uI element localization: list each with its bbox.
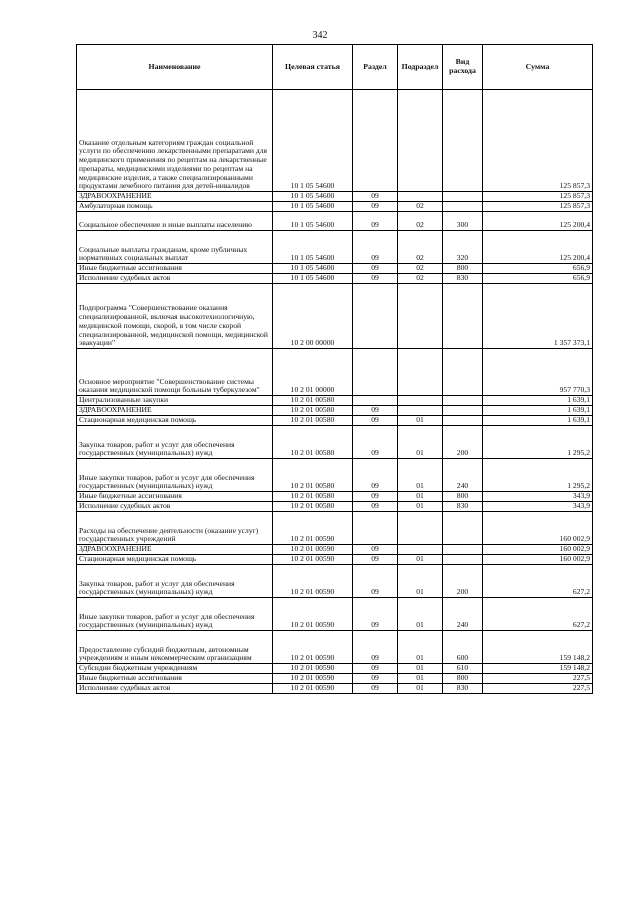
cell-subsection bbox=[398, 545, 443, 555]
cell-name: Стационарная медицинская помощь bbox=[77, 416, 273, 426]
cell-subsection bbox=[398, 90, 443, 192]
cell-name: Амбулаторная помощь bbox=[77, 202, 273, 212]
cell-target-article: 10 2 01 00590 bbox=[273, 664, 353, 674]
cell-name: Закупка товаров, работ и услуг для обеспечения государственных (муниципальных) нужд bbox=[77, 565, 273, 598]
cell-target-article: 10 2 01 00590 bbox=[273, 674, 353, 684]
cell-section: 09 bbox=[353, 274, 398, 284]
cell-section bbox=[353, 284, 398, 349]
header-expense-type: Вид расхода bbox=[443, 45, 483, 90]
table-row bbox=[77, 396, 593, 406]
cell-name: Исполнение судебных актов bbox=[77, 274, 273, 284]
cell-sum: 1 295,2 bbox=[483, 459, 593, 492]
cell-section bbox=[353, 396, 398, 406]
cell-sum: 957 770,3 bbox=[483, 349, 593, 396]
cell-expense-type bbox=[443, 284, 483, 349]
cell-subsection: 02 bbox=[398, 212, 443, 231]
cell-expense-type: 800 bbox=[443, 492, 483, 502]
cell-name: Субсидии бюджетным учреждениям bbox=[77, 664, 273, 674]
cell-section: 09 bbox=[353, 202, 398, 212]
cell-expense-type: 300 bbox=[443, 212, 483, 231]
table-row bbox=[77, 631, 593, 664]
cell-target-article: 10 1 05 54600 bbox=[273, 212, 353, 231]
cell-section: 09 bbox=[353, 502, 398, 512]
cell-sum: 125 200,4 bbox=[483, 231, 593, 264]
cell-subsection: 01 bbox=[398, 565, 443, 598]
cell-section bbox=[353, 349, 398, 396]
cell-target-article: 10 2 00 00000 bbox=[273, 284, 353, 349]
cell-subsection bbox=[398, 396, 443, 406]
cell-sum: 627,2 bbox=[483, 565, 593, 598]
table-row bbox=[77, 598, 593, 631]
cell-target-article: 10 1 05 54600 bbox=[273, 274, 353, 284]
table-row bbox=[77, 565, 593, 598]
cell-target-article: 10 2 01 00580 bbox=[273, 492, 353, 502]
cell-target-article: 10 2 01 00590 bbox=[273, 684, 353, 694]
cell-sum: 160 002,9 bbox=[483, 555, 593, 565]
cell-section: 09 bbox=[353, 459, 398, 492]
cell-expense-type: 240 bbox=[443, 459, 483, 492]
cell-expense-type: 200 bbox=[443, 565, 483, 598]
cell-subsection: 01 bbox=[398, 684, 443, 694]
table-row bbox=[77, 492, 593, 502]
header-target-article: Целевая статья bbox=[273, 45, 353, 90]
cell-subsection: 01 bbox=[398, 598, 443, 631]
cell-name: Централизованные закупки bbox=[77, 396, 273, 406]
cell-section: 09 bbox=[353, 598, 398, 631]
cell-name: Иные закупки товаров, работ и услуг для обеспечения государственных (муниципальных) нужд bbox=[77, 598, 273, 631]
cell-name: Иные закупки товаров, работ и услуг для обеспечения государственных (муниципальных) нужд bbox=[77, 459, 273, 492]
cell-subsection: 01 bbox=[398, 459, 443, 492]
table-row bbox=[77, 349, 593, 396]
cell-section: 09 bbox=[353, 545, 398, 555]
cell-name: Социальные выплаты гражданам, кроме публичных нормативных социальных выплат bbox=[77, 231, 273, 264]
cell-subsection bbox=[398, 284, 443, 349]
cell-sum: 125 857,3 bbox=[483, 192, 593, 202]
table-row bbox=[77, 90, 593, 192]
cell-expense-type bbox=[443, 396, 483, 406]
table-row bbox=[77, 212, 593, 231]
table-row bbox=[77, 674, 593, 684]
cell-expense-type: 320 bbox=[443, 231, 483, 264]
cell-subsection: 01 bbox=[398, 492, 443, 502]
header-sum: Сумма bbox=[483, 45, 593, 90]
cell-subsection: 01 bbox=[398, 664, 443, 674]
cell-sum: 160 002,9 bbox=[483, 512, 593, 545]
cell-subsection bbox=[398, 349, 443, 396]
cell-target-article: 10 2 01 00580 bbox=[273, 396, 353, 406]
cell-expense-type bbox=[443, 90, 483, 192]
cell-expense-type: 830 bbox=[443, 274, 483, 284]
cell-sum: 1 639,1 bbox=[483, 416, 593, 426]
table-row bbox=[77, 274, 593, 284]
header-section: Раздел bbox=[353, 45, 398, 90]
cell-name: Иные бюджетные ассигнования bbox=[77, 264, 273, 274]
cell-name: Исполнение судебных актов bbox=[77, 684, 273, 694]
table-row bbox=[77, 545, 593, 555]
cell-sum: 227,5 bbox=[483, 684, 593, 694]
cell-section: 09 bbox=[353, 555, 398, 565]
cell-expense-type: 200 bbox=[443, 426, 483, 459]
cell-subsection: 01 bbox=[398, 555, 443, 565]
cell-expense-type bbox=[443, 555, 483, 565]
cell-target-article: 10 1 05 54600 bbox=[273, 90, 353, 192]
cell-name: Оказание отдельным категориям граждан социальной услуги по обеспечению лекарственными препаратами для медицинского применения по рецептам на лекарственные препараты, медицинскими изделиями по рецептам на медицинские изделия, а также специализированными продуктами лечебного питания для детей-инвалидов bbox=[77, 90, 273, 192]
cell-name: Иные бюджетные ассигнования bbox=[77, 674, 273, 684]
cell-section: 09 bbox=[353, 565, 398, 598]
cell-target-article: 10 2 01 00000 bbox=[273, 349, 353, 396]
cell-section: 09 bbox=[353, 492, 398, 502]
table-row bbox=[77, 684, 593, 694]
cell-expense-type bbox=[443, 406, 483, 416]
cell-section bbox=[353, 90, 398, 192]
cell-sum: 1 639,1 bbox=[483, 396, 593, 406]
cell-name: Социальное обеспечение и иные выплаты населению bbox=[77, 212, 273, 231]
cell-section: 09 bbox=[353, 631, 398, 664]
cell-sum: 159 148,2 bbox=[483, 631, 593, 664]
cell-name: ЗДРАВООХРАНЕНИЕ bbox=[77, 406, 273, 416]
header-name: Наименование bbox=[77, 45, 273, 90]
cell-target-article: 10 2 01 00580 bbox=[273, 406, 353, 416]
cell-expense-type bbox=[443, 416, 483, 426]
cell-subsection bbox=[398, 192, 443, 202]
cell-target-article: 10 2 01 00590 bbox=[273, 598, 353, 631]
cell-expense-type: 600 bbox=[443, 631, 483, 664]
cell-expense-type: 800 bbox=[443, 264, 483, 274]
cell-expense-type: 830 bbox=[443, 502, 483, 512]
cell-expense-type bbox=[443, 202, 483, 212]
cell-section: 09 bbox=[353, 212, 398, 231]
cell-target-article: 10 1 05 54600 bbox=[273, 231, 353, 264]
cell-sum: 227,5 bbox=[483, 674, 593, 684]
cell-target-article: 10 2 01 00580 bbox=[273, 416, 353, 426]
page-number: 342 bbox=[312, 30, 328, 41]
cell-section: 09 bbox=[353, 231, 398, 264]
table-row bbox=[77, 264, 593, 274]
cell-name: Стационарная медицинская помощь bbox=[77, 555, 273, 565]
table-row bbox=[77, 502, 593, 512]
table-row bbox=[77, 416, 593, 426]
cell-subsection: 01 bbox=[398, 502, 443, 512]
table-row bbox=[77, 426, 593, 459]
cell-expense-type: 830 bbox=[443, 684, 483, 694]
cell-subsection: 01 bbox=[398, 426, 443, 459]
cell-name: Исполнение судебных актов bbox=[77, 502, 273, 512]
table-row bbox=[77, 202, 593, 212]
cell-expense-type bbox=[443, 545, 483, 555]
cell-sum: 627,2 bbox=[483, 598, 593, 631]
table-row bbox=[77, 555, 593, 565]
cell-section: 09 bbox=[353, 264, 398, 274]
table-row bbox=[77, 231, 593, 264]
table-row bbox=[77, 664, 593, 674]
cell-sum: 1 639,1 bbox=[483, 406, 593, 416]
cell-sum: 125 200,4 bbox=[483, 212, 593, 231]
cell-target-article: 10 2 01 00580 bbox=[273, 502, 353, 512]
cell-name: Основное мероприятие "Совершенствование системы оказания медицинской помощи больным туберкулезом" bbox=[77, 349, 273, 396]
cell-sum: 160 002,9 bbox=[483, 545, 593, 555]
budget-table bbox=[76, 44, 593, 694]
cell-section: 09 bbox=[353, 674, 398, 684]
cell-name: Иные бюджетные ассигнования bbox=[77, 492, 273, 502]
cell-subsection: 02 bbox=[398, 231, 443, 264]
cell-sum: 125 857,3 bbox=[483, 90, 593, 192]
cell-sum: 656,9 bbox=[483, 264, 593, 274]
cell-expense-type: 240 bbox=[443, 598, 483, 631]
cell-subsection bbox=[398, 406, 443, 416]
cell-expense-type bbox=[443, 512, 483, 545]
cell-subsection: 02 bbox=[398, 264, 443, 274]
table-row bbox=[77, 459, 593, 492]
cell-name: ЗДРАВООХРАНЕНИЕ bbox=[77, 192, 273, 202]
cell-section: 09 bbox=[353, 684, 398, 694]
header-subsection: Подраздел bbox=[398, 45, 443, 90]
cell-subsection: 02 bbox=[398, 202, 443, 212]
table-header-row bbox=[77, 45, 593, 90]
cell-section: 09 bbox=[353, 192, 398, 202]
cell-sum: 125 857,3 bbox=[483, 202, 593, 212]
cell-target-article: 10 1 05 54600 bbox=[273, 264, 353, 274]
cell-subsection: 02 bbox=[398, 274, 443, 284]
table-body bbox=[77, 90, 593, 694]
cell-expense-type bbox=[443, 349, 483, 396]
cell-subsection: 01 bbox=[398, 631, 443, 664]
cell-section: 09 bbox=[353, 426, 398, 459]
cell-name: Предоставление субсидий бюджетным, автономным учреждениям и иным некоммерческим организациям bbox=[77, 631, 273, 664]
table-row bbox=[77, 406, 593, 416]
cell-target-article: 10 2 01 00590 bbox=[273, 545, 353, 555]
cell-sum: 1 357 373,1 bbox=[483, 284, 593, 349]
cell-target-article: 10 2 01 00580 bbox=[273, 426, 353, 459]
cell-target-article: 10 2 01 00590 bbox=[273, 555, 353, 565]
cell-section bbox=[353, 512, 398, 545]
cell-name: ЗДРАВООХРАНЕНИЕ bbox=[77, 545, 273, 555]
cell-section: 09 bbox=[353, 406, 398, 416]
cell-expense-type bbox=[443, 192, 483, 202]
cell-target-article: 10 1 05 54600 bbox=[273, 192, 353, 202]
cell-sum: 656,9 bbox=[483, 274, 593, 284]
cell-name: Закупка товаров, работ и услуг для обеспечения государственных (муниципальных) нужд bbox=[77, 426, 273, 459]
cell-name: Подпрограмма "Совершенствование оказания специализированной, включая высокотехнологичную, медицинской помощи, скорой, в том числе скорой специализированной, медицинской помощи, медицинской эвакуации" bbox=[77, 284, 273, 349]
cell-section: 09 bbox=[353, 664, 398, 674]
cell-target-article: 10 1 05 54600 bbox=[273, 202, 353, 212]
cell-subsection bbox=[398, 512, 443, 545]
cell-sum: 1 295,2 bbox=[483, 426, 593, 459]
cell-target-article: 10 2 01 00590 bbox=[273, 565, 353, 598]
cell-subsection: 01 bbox=[398, 416, 443, 426]
cell-target-article: 10 2 01 00590 bbox=[273, 512, 353, 545]
table-row bbox=[77, 512, 593, 545]
table-row bbox=[77, 192, 593, 202]
cell-subsection: 01 bbox=[398, 674, 443, 684]
cell-sum: 159 148,2 bbox=[483, 664, 593, 674]
cell-target-article: 10 2 01 00590 bbox=[273, 631, 353, 664]
cell-expense-type: 800 bbox=[443, 674, 483, 684]
cell-sum: 343,9 bbox=[483, 502, 593, 512]
cell-expense-type: 610 bbox=[443, 664, 483, 674]
cell-target-article: 10 2 01 00580 bbox=[273, 459, 353, 492]
cell-sum: 343,9 bbox=[483, 492, 593, 502]
table-row bbox=[77, 284, 593, 349]
cell-name: Расходы на обеспечение деятельности (оказание услуг) государственных учреждений bbox=[77, 512, 273, 545]
cell-section: 09 bbox=[353, 416, 398, 426]
